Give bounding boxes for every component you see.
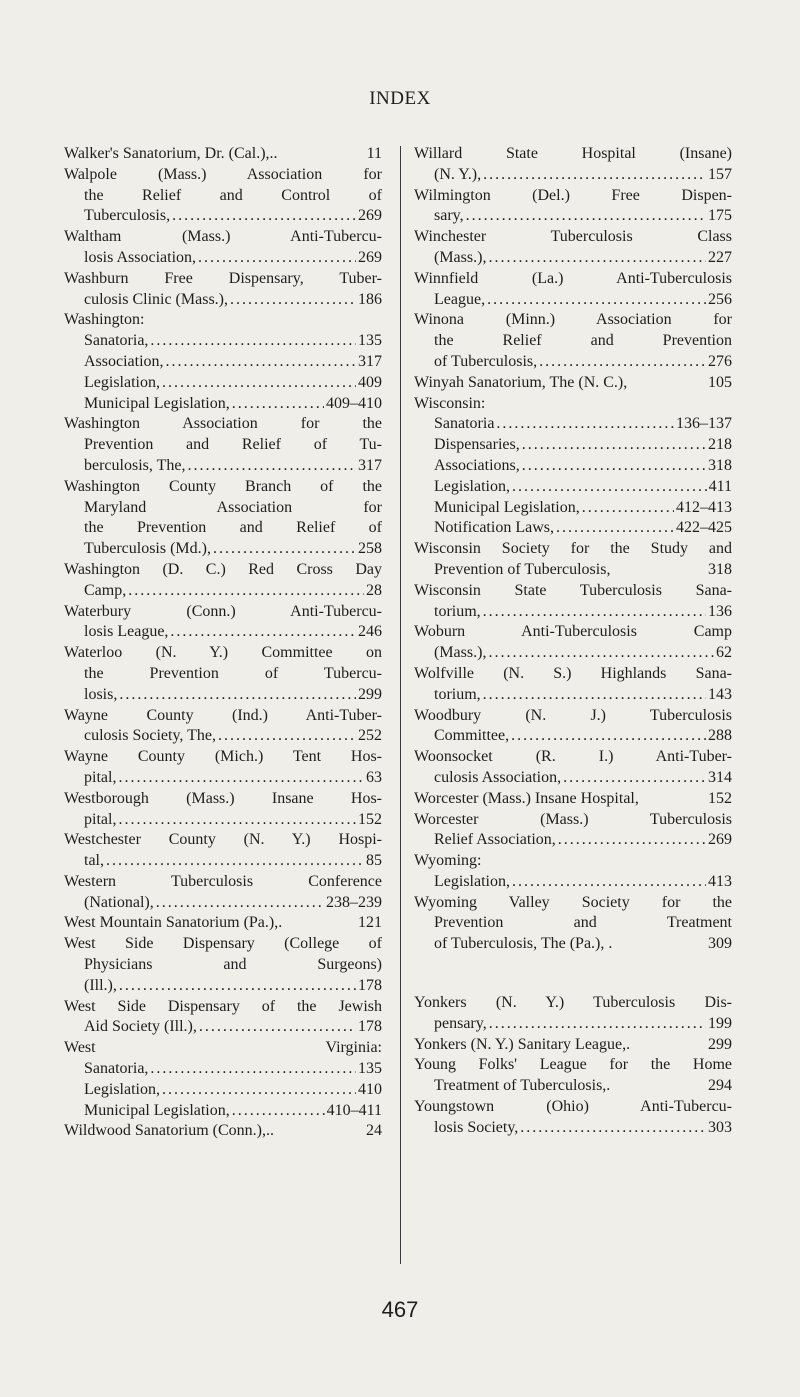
entry-line: Wisconsin Society for the Study and [414,540,732,558]
page-reference: 318 [708,456,732,474]
index-entry [64,934,382,996]
dot-leader [218,726,356,747]
page-reference: 246 [358,623,382,641]
entry-leader-line [414,560,732,581]
dot-leader [496,414,674,435]
entry-text: Wildwood Sanatorium (Conn.),.. [64,1122,274,1140]
dot-leader [488,248,706,269]
page-reference: 218 [708,436,732,454]
index-entry [414,706,732,748]
entry-line: the Prevention and Relief of [84,519,382,537]
page-title: INDEX [369,88,431,109]
subentry [64,331,382,352]
index-entry [414,581,732,623]
page-reference: 238–239 [326,893,382,911]
dot-leader [512,477,707,498]
page-reference: 178 [358,1018,382,1036]
page-reference: 178 [358,976,382,994]
entry-text: Tuberculosis, [84,207,171,225]
page-reference: 85 [366,852,382,870]
index-entry [64,1121,382,1142]
entry-line: Westborough (Mass.) Insane Hos- [64,789,382,807]
page-reference: 317 [358,456,382,474]
subentry [414,518,732,539]
entry-text: losis Society, [434,1118,519,1136]
entry-text: Worcester (Mass.) Insane Hospital, [414,789,639,807]
entry-text: Aid Society (Ill.), [84,1018,197,1036]
index-entry [64,227,382,269]
index-entry [64,414,382,476]
entry-line: Physicians and Surgeons) [84,956,382,974]
index-entry [64,165,382,227]
subentry-text: Sanatoria, [84,1060,149,1078]
page-reference: 288 [708,727,732,745]
page-reference: 410 [358,1080,382,1098]
dot-leader [558,830,706,851]
page-reference: 413 [708,872,732,890]
subentry-list [414,414,732,539]
dot-leader [128,581,364,602]
entry-text: Camp, [84,581,127,599]
index-entry [414,851,732,893]
index-entry [414,539,732,581]
index-entry [64,747,382,789]
index-entry [414,227,732,269]
index-column-left [64,144,382,1142]
dot-leader [563,768,706,789]
subentry [414,477,732,498]
subentry-text: Legislation, [434,872,510,890]
entry-line: Wolfville (N. S.) Highlands Sana- [414,664,732,682]
subentry-text: Municipal Legislation, [84,394,230,412]
entry-leader-line [414,248,732,269]
entry-leader-line [414,352,732,373]
dot-leader [150,1059,356,1080]
page-reference: 299 [708,1035,732,1053]
dot-leader [213,539,356,560]
entry-text: League, [434,290,486,308]
entry-text: of Tuberculosis, [434,352,538,370]
index-entry [64,997,382,1039]
subentry-text: Dispensaries, [434,436,520,454]
page-reference: 276 [708,352,732,370]
dot-leader [466,206,706,227]
subentry [414,872,732,893]
entry-text: culosis Society, The, [84,727,216,745]
dot-leader [106,851,364,872]
entry-leader-line [64,206,382,227]
dot-leader [119,685,356,706]
entry-line: Washington (D. C.) Red Cross Day [64,560,382,578]
entry-line: Worcester (Mass.) Tuberculosis [414,810,732,828]
entry-line: Youngstown (Ohio) Anti-Tubercu- [414,1098,732,1116]
subentry-text: Notification Laws, [434,519,554,537]
subentry-text: Associations, [434,456,520,474]
page-reference: 258 [358,540,382,558]
subentry-list [64,1059,382,1121]
subentry-text: Legislation, [434,477,510,495]
dot-leader [232,394,324,415]
subentry-text: Sanatoria [434,415,495,433]
index-entry [414,893,732,955]
page-reference: 199 [708,1014,732,1032]
index-entry [64,872,382,914]
dot-leader [187,456,356,477]
dot-leader [522,435,706,456]
page-reference: 136–137 [676,415,732,433]
entry-line: Washington Association for the [64,415,382,433]
entry-leader-line [414,789,732,810]
index-entry [64,269,382,311]
page-reference: 409 [358,373,382,391]
page-reference: 410–411 [326,1101,382,1119]
entry-leader-line [414,934,732,955]
entry-text: losis League, [84,623,169,641]
dot-leader [150,331,356,352]
entry-line: Wyoming Valley Society for the [414,893,732,911]
entry-text: (National), [84,893,154,911]
entry-line: Washburn Free Dispensary, Tuber- [64,269,382,287]
page-reference: 28 [366,581,382,599]
subentry [64,1059,382,1080]
entry-leader-line [64,726,382,747]
entry-line: Wayne County (Ind.) Anti-Tuber- [64,706,382,724]
page-reference: 314 [708,768,732,786]
entry-leader-line [414,1076,732,1097]
page-reference: 269 [358,207,382,225]
subentry-text: Legislation, [84,1080,160,1098]
page-reference: 269 [708,831,732,849]
entry-line: Wilmington (Del.) Free Dispen- [414,186,732,204]
page-reference: 422–425 [676,519,732,537]
entry-text: (Ill.), [84,976,117,994]
index-entry [64,477,382,560]
dot-leader [198,248,356,269]
index-entry [64,602,382,644]
entry-text: culosis Association, [434,768,562,786]
entry-line: Waltham (Mass.) Anti-Tubercu- [64,228,382,246]
entry-leader-line [64,581,382,602]
entry-line: West Side Dispensary (College of [64,935,382,953]
dot-leader [119,976,356,997]
dot-leader [582,498,674,519]
entry-text: torium, [434,685,481,703]
entry-leader-line [414,1118,732,1139]
dot-leader [170,622,356,643]
index-entry [414,993,732,1035]
page-number: 467 [381,1297,419,1322]
entry-leader-line [64,290,382,311]
page-reference: 411 [708,477,732,495]
entry-leader-line [414,1035,732,1056]
index-entry [414,664,732,706]
dot-leader [230,290,356,311]
entry-text: Treatment of Tuberculosis,. [434,1077,611,1095]
index-entry [64,1038,382,1121]
entry-line: the Relief and Control of [84,186,382,204]
entry-line: Willard State Hospital (Insane) [414,145,732,162]
subentry [414,414,732,435]
dot-leader [118,768,364,789]
entry-text: West Mountain Sanatorium (Pa.),. [64,914,283,932]
dot-leader [556,518,674,539]
index-entry [64,144,382,165]
entry-line: Prevention and Treatment [434,914,732,932]
entry-text: pital, [84,768,117,786]
entry-text: (Mass.), [434,248,487,266]
index-column-right [414,144,732,1139]
page-reference: 186 [358,290,382,308]
entry-leader-line [414,685,732,706]
subentry-text: Legislation, [84,373,160,391]
index-entry [64,310,382,414]
entry-text: Committee, [434,727,510,745]
page-reference: 256 [708,290,732,308]
dot-leader [166,352,356,373]
entry-leader-line [64,144,382,165]
subentry [64,1080,382,1101]
index-entry [64,913,382,934]
index-entry [64,789,382,831]
subentry-text: Municipal Legislation, [434,498,580,516]
index-entry [414,810,732,852]
entry-leader-line [414,206,732,227]
dot-leader [539,352,706,373]
index-entry [414,310,732,372]
entry-text: pital, [84,810,117,828]
entry-line: Waterloo (N. Y.) Committee on [64,644,382,662]
page-reference: 412–413 [676,498,732,516]
dot-leader [162,1080,356,1101]
entry-line: West Virginia: [64,1039,382,1057]
entry-text: (Mass.), [434,644,487,662]
subentry [414,456,732,477]
page-reference: 294 [708,1077,732,1095]
page-reference: 135 [358,332,382,350]
dot-leader [511,726,706,747]
entry-text: losis, [84,685,118,703]
entry-leader-line [414,830,732,851]
dot-leader [483,685,706,706]
page-reference: 62 [716,644,732,662]
entry-text: culosis Clinic (Mass.), [84,290,228,308]
dot-leader [489,1014,706,1035]
entry-leader-line [64,913,382,934]
entry-leader-line [64,976,382,997]
page-reference: 409–410 [326,394,382,412]
entry-text: Prevention of Tuberculosis, [434,560,611,578]
entry-text: pensary, [434,1014,487,1032]
entry-line: Winnfield (La.) Anti-Tuberculosis [414,269,732,287]
index-entry [414,789,732,810]
entry-line: Washington: [64,311,145,329]
page-reference: 24 [366,1122,382,1140]
entry-line: Woburn Anti-Tuberculosis Camp [414,623,732,641]
dot-leader [162,373,356,394]
entry-text: torium, [434,602,481,620]
entry-leader-line [414,290,732,311]
page-reference: 136 [708,602,732,620]
index-entry [414,747,732,789]
dot-leader [483,165,706,186]
entry-leader-line [64,851,382,872]
page-reference: 63 [366,768,382,786]
page-reference: 309 [708,935,732,953]
entry-line: Waterbury (Conn.) Anti-Tubercu- [64,602,382,620]
dot-leader [488,643,714,664]
page-reference: 175 [708,207,732,225]
entry-line: Maryland Association for [84,498,382,516]
page-reference: 252 [358,727,382,745]
entry-leader-line [64,622,382,643]
page-reference: 121 [358,914,382,932]
entry-leader-line [64,248,382,269]
index-entry [414,269,732,311]
page-reference: 11 [366,145,382,162]
entry-text: Yonkers (N. Y.) Sanitary League,. [414,1035,631,1053]
index-entry [414,1097,732,1139]
entry-line: the Prevention of Tubercu- [84,664,382,682]
entry-line: Winona (Minn.) Association for [414,311,732,329]
entry-line: Woonsocket (R. I.) Anti-Tuber- [414,748,732,766]
page-reference: 143 [708,685,732,703]
entry-line: Western Tuberculosis Conference [64,872,382,890]
entry-leader-line [414,373,732,394]
subentry-text: Municipal Legislation, [84,1101,230,1119]
entry-leader-line [64,893,382,914]
index-entry [414,394,732,540]
entry-text: sary, [434,207,464,225]
dot-leader [522,456,706,477]
entry-line: the Relief and Prevention [434,332,732,350]
entry-leader-line [414,726,732,747]
entry-line: Prevention and Relief of Tu- [84,436,382,454]
dot-leader [483,602,706,623]
subentry [64,352,382,373]
subentry [414,435,732,456]
page-reference: 135 [358,1060,382,1078]
entry-line: Westchester County (N. Y.) Hospi- [64,831,382,849]
entry-leader-line [414,602,732,623]
index-entry [64,830,382,872]
dot-leader [232,1101,325,1122]
entry-line: Woodbury (N. J.) Tuberculosis [414,706,732,724]
subentry-text: Sanatoria, [84,332,149,350]
subentry [414,498,732,519]
entry-text: Winyah Sanatorium, The (N. C.), [414,373,628,391]
dot-leader [520,1118,706,1139]
entry-text: of Tuberculosis, The (Pa.), . [434,935,613,953]
subentry [64,1101,382,1122]
page-reference: 152 [708,789,732,807]
page-reference: 299 [358,685,382,703]
entry-leader-line [64,1017,382,1038]
entry-text: tal, [84,852,104,870]
dot-leader [199,1017,356,1038]
index-entry [414,373,732,394]
entry-line: Winchester Tuberculosis Class [414,228,732,246]
subentry-list [64,331,382,414]
entry-text: (N. Y.), [434,165,482,183]
entry-leader-line [414,1014,732,1035]
dot-leader [156,893,324,914]
index-entry [414,622,732,664]
index-entry [64,706,382,748]
column-divider [400,146,401,1264]
page-reference: 317 [358,352,382,370]
index-entry [414,144,732,186]
entry-line: Wyoming: [414,852,482,870]
entry-leader-line [64,539,382,560]
entry-line: Yonkers (N. Y.) Tuberculosis Dis- [414,994,732,1012]
entry-leader-line [64,810,382,831]
page-reference: 227 [708,248,732,266]
entry-text: berculosis, The, [84,456,186,474]
page-reference: 303 [708,1118,732,1136]
entry-text: losis Association, [84,248,197,266]
entry-leader-line [414,165,732,186]
dot-leader [487,290,706,311]
entry-leader-line [64,768,382,789]
entry-line: Young Folks' League for the Home [414,1056,732,1074]
index-entry [64,560,382,602]
page-reference: 269 [358,248,382,266]
entry-leader-line [414,643,732,664]
index-entry [414,1055,732,1097]
entry-leader-line [414,768,732,789]
page-reference: 157 [708,165,732,183]
index-entry [414,186,732,228]
entry-leader-line [64,1121,382,1142]
entry-leader-line [64,685,382,706]
entry-text: Walker's Sanatorium, Dr. (Cal.),.. [64,145,278,162]
subentry [64,373,382,394]
entry-line: Wisconsin: [414,394,486,412]
index-entry [64,643,382,705]
dot-leader [118,810,356,831]
entry-line: Wisconsin State Tuberculosis Sana- [414,581,732,599]
entry-leader-line [64,456,382,477]
entry-line: Walpole (Mass.) Association for [64,165,382,183]
entry-line: Washington County Branch of the [64,477,382,495]
entry-line: Wayne County (Mich.) Tent Hos- [64,748,382,766]
entry-line: West Side Dispensary of the Jewish [64,997,382,1015]
dot-leader [172,206,356,227]
page-reference: 152 [358,810,382,828]
entry-text: Relief Association, [434,831,556,849]
page-reference: 318 [708,560,732,578]
subentry-list [414,872,732,893]
subentry-text: Association, [84,352,164,370]
subentry [64,394,382,415]
dot-leader [512,872,706,893]
index-entry [414,1035,732,1056]
entry-text: Tuberculosis (Md.), [84,540,211,558]
page-reference: 105 [708,373,732,391]
